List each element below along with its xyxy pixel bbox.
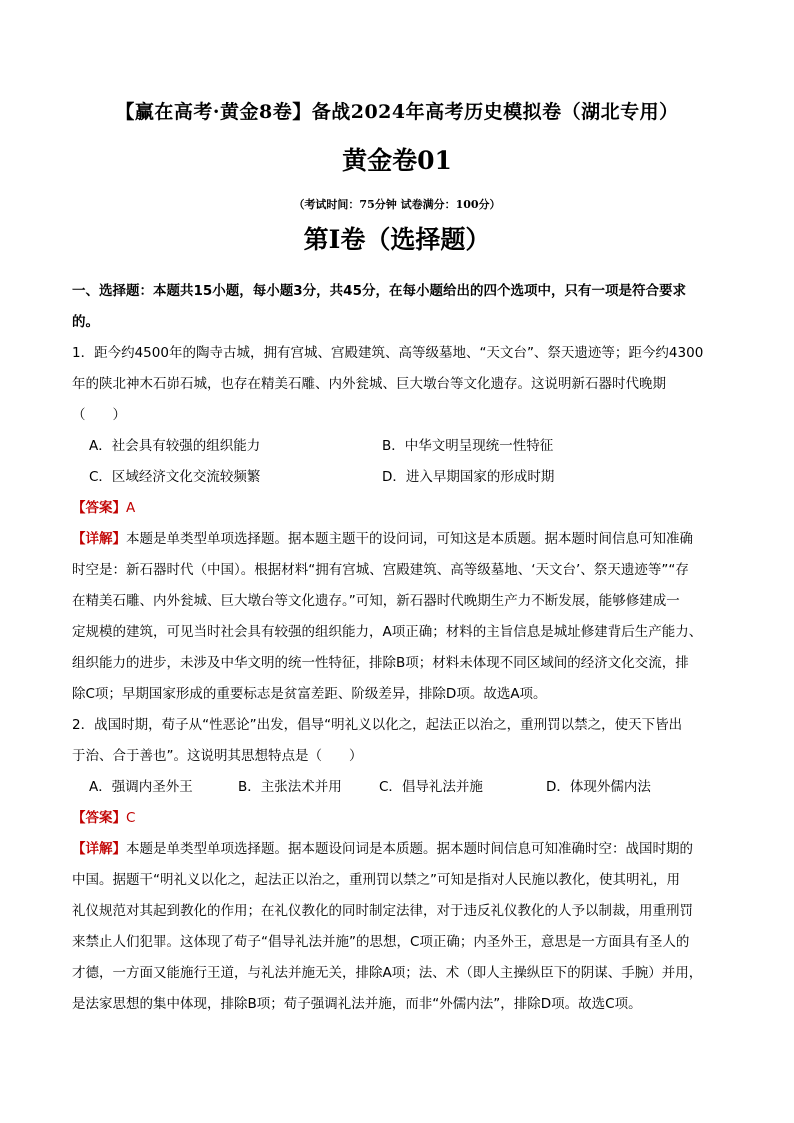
detail-text: 本题是单类型单项选择题。据本题设问词是本质题。据本题时间信息可知准确时空：战国时期的 xyxy=(126,841,693,857)
q2-option-b: B．主张法术并用 xyxy=(238,779,342,795)
question-1-detail: 时空是：新石器时代（中国）。根据材料“拥有宫城、宫殿建筑、高等级墓地、‘天文台’、祭天遗迹等”“存 xyxy=(72,562,689,578)
section-title: 第I卷（选择题） xyxy=(303,225,491,254)
instructions-line: 一、选择题：本题共15小题，每小题3分，共45分，在每小题给出的四个选项中，只有一项是符合要求 xyxy=(72,283,686,299)
question-2-detail: 礼仪规范对其起到教化的作用；在礼仪教化的同时制定法律，对于违反礼仪教化的人予以制裁，用重刑罚 xyxy=(72,903,693,919)
q1-option-a: A．社会具有较强的组织能力 xyxy=(89,438,261,454)
question-2-stem: 2．战国时期，荀子从“性恶论”出发，倡导“明礼义以化之，起法正以治之，重刑罚以禁之，使天下皆出 xyxy=(72,717,683,733)
question-2-detail: 中国。据题干“明礼义以化之，起法正以治之，重刑罚以禁之”可知是指对人民施以教化，使其明礼，用 xyxy=(72,872,680,888)
question-1-answer xyxy=(72,493,724,524)
answer-label: 【答案】 xyxy=(72,500,126,516)
q2-option-d: D．体现外儒内法 xyxy=(546,779,651,795)
question-2-detail: 是法家思想的集中体现，排除B项；荀子强调礼法并施，而非“外儒内法”，排除D项。故选C项。 xyxy=(72,996,642,1012)
question-1-detail: 定规模的建筑，可见当时社会具有较强的组织能力，A项正确；材料的主旨信息是城址修建背后生产能力、 xyxy=(72,624,703,640)
question-1-detail xyxy=(72,524,724,555)
q1-option-b: B．中华文明呈现统一性特征 xyxy=(382,438,554,454)
exam-title: 【赢在高考·黄金8卷】备战2024年高考历史模拟卷（湖北专用） xyxy=(115,101,679,123)
paper-subtitle: 黄金卷01 xyxy=(342,146,452,175)
question-1-stem: （ ） xyxy=(72,407,126,423)
q1-option-d: D．进入早期国家的形成时期 xyxy=(382,469,555,485)
question-2-detail: 才德，一方面又能施行王道，与礼法并施无关，排除A项；法、术（即人主操纵臣下的阴谋、手腕）并用， xyxy=(72,965,703,981)
q2-option-c: C．倡导礼法并施 xyxy=(379,779,483,795)
q1-option-c: C．区域经济文化交流较频繁 xyxy=(89,469,261,485)
detail-label: 【详解】 xyxy=(72,841,126,857)
question-1-stem: 1．距今约4500年的陶寺古城，拥有宫城、宫殿建筑、高等级墓地、“天文台”、祭天遗迹等；距今约4300 xyxy=(72,345,704,361)
document-content xyxy=(72,276,724,1020)
question-1-options-row xyxy=(72,431,724,462)
question-2-answer xyxy=(72,803,724,834)
detail-text: 本题是单类型单项选择题。据本题主题干的设问词，可知这是本质题。据本题时间信息可知准确 xyxy=(126,531,693,547)
question-1-detail: 组织能力的进步，未涉及中华文明的统一性特征，排除B项；材料未体现不同区域间的经济文化交流，排 xyxy=(72,655,689,671)
question-2-stem: 于治、合于善也”。这说明其思想特点是（ ） xyxy=(72,748,363,764)
question-2-options-row xyxy=(72,772,724,803)
question-2-detail xyxy=(72,834,724,865)
instructions-line: 的。 xyxy=(72,314,99,330)
answer-value: C xyxy=(126,810,136,826)
q2-option-a: A．强调内圣外王 xyxy=(89,779,193,795)
detail-label: 【详解】 xyxy=(72,531,126,547)
answer-value: A xyxy=(126,500,136,516)
exam-time-info: （考试时间：75分钟 试卷满分：100分） xyxy=(293,198,501,211)
question-1-detail: 除C项；早期国家形成的重要标志是贫富差距、阶级差异，排除D项。故选A项。 xyxy=(72,686,547,702)
answer-label: 【答案】 xyxy=(72,810,126,826)
question-2-detail: 来禁止人们犯罪。这体现了荀子“倡导礼法并施”的思想，C项正确；内圣外王，意思是一方面具有圣人的 xyxy=(72,934,690,950)
question-1-stem: 年的陕北神木石峁石城，也存在精美石雕、内外瓮城、巨大墩台等文化遗存。这说明新石器时代晚期 xyxy=(72,376,666,392)
question-1-detail: 在精美石雕、内外瓮城、巨大墩台等文化遗存。”可知，新石器时代晚期生产力不断发展，能够修建成一 xyxy=(72,593,680,609)
question-1-options-row xyxy=(72,462,724,493)
